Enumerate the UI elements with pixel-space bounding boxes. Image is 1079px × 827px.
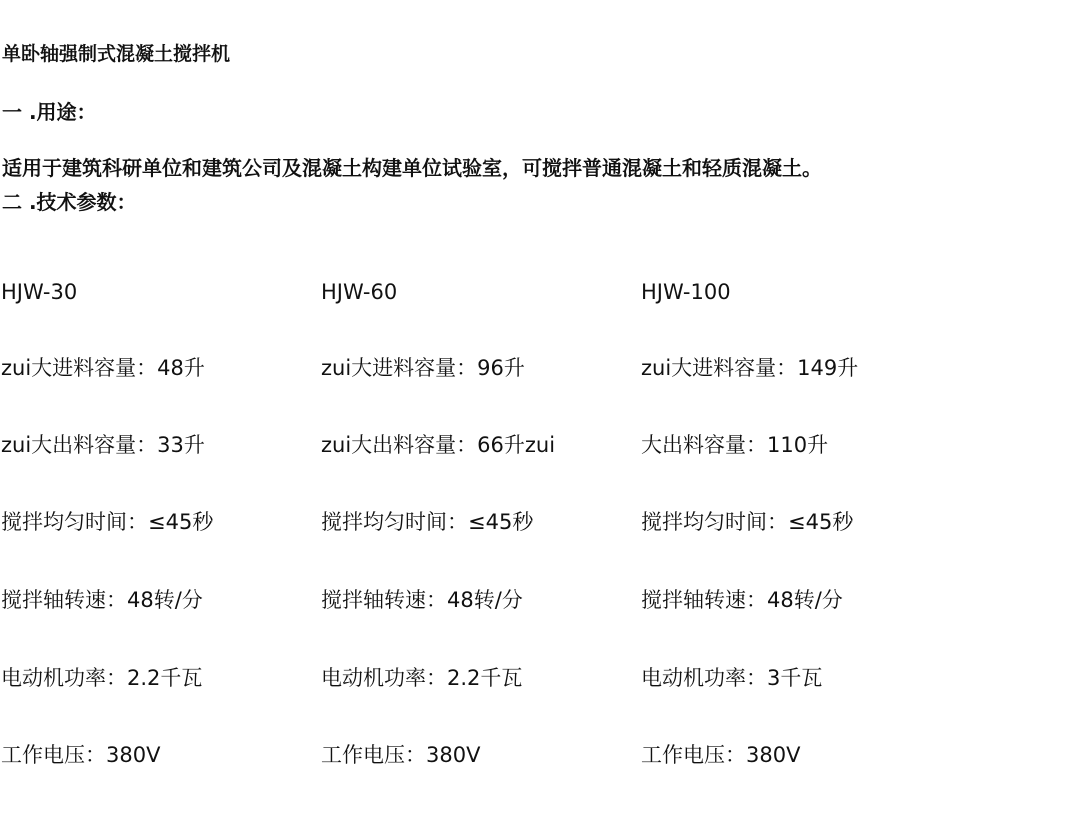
spec-cell: 工作电压：380V: [641, 743, 801, 767]
section-heading-specs: 二 .技术参数：: [2, 190, 137, 214]
spec-row-working-voltage: [0, 741, 1079, 769]
spec-cell: 搅拌轴转速：48转/分: [321, 588, 523, 612]
spec-row-max-output-capacity: [0, 431, 1079, 459]
spec-cell: 搅拌均匀时间：≤45秒: [1, 510, 214, 534]
model-name: HJW-100: [641, 280, 731, 304]
spec-cell: 工作电压：380V: [321, 743, 481, 767]
spec-row-max-input-capacity: [0, 354, 1079, 382]
spec-cell: 电动机功率：3千瓦: [641, 666, 823, 690]
purpose-paragraph: 适用于建筑科研单位和建筑公司及混凝土构建单位试验室，可搅拌普通混凝土和轻质混凝土。: [2, 156, 822, 180]
spec-cell: zui大进料容量：96升: [321, 356, 525, 380]
spec-row-shaft-speed: [0, 586, 1079, 614]
spec-row-mixing-time: [0, 508, 1079, 536]
spec-cell: zui大进料容量：48升: [1, 356, 205, 380]
spec-cell: 大出料容量：110升: [641, 433, 829, 457]
spec-cell: zui大进料容量：149升: [641, 356, 859, 380]
spec-cell: 电动机功率：2.2千瓦: [1, 666, 203, 690]
spec-cell: 搅拌均匀时间：≤45秒: [641, 510, 854, 534]
model-name: HJW-30: [1, 280, 78, 304]
model-name: HJW-60: [321, 280, 398, 304]
spec-cell: zui大出料容量：33升: [1, 433, 205, 457]
spec-cell: 电动机功率：2.2千瓦: [321, 666, 523, 690]
spec-cell: 搅拌轴转速：48转/分: [641, 588, 843, 612]
section-heading-purpose: 一 .用途：: [2, 100, 97, 124]
spec-cell: 工作电压：380V: [1, 743, 161, 767]
spec-cell: 搅拌均匀时间：≤45秒: [321, 510, 534, 534]
spec-cell: zui大出料容量：66升zui: [321, 433, 556, 457]
spec-row-motor-power: [0, 664, 1079, 692]
model-header-row: [0, 278, 1079, 306]
spec-cell: 搅拌轴转速：48转/分: [1, 588, 203, 612]
document-title: 单卧轴强制式混凝土搅拌机: [2, 43, 231, 65]
